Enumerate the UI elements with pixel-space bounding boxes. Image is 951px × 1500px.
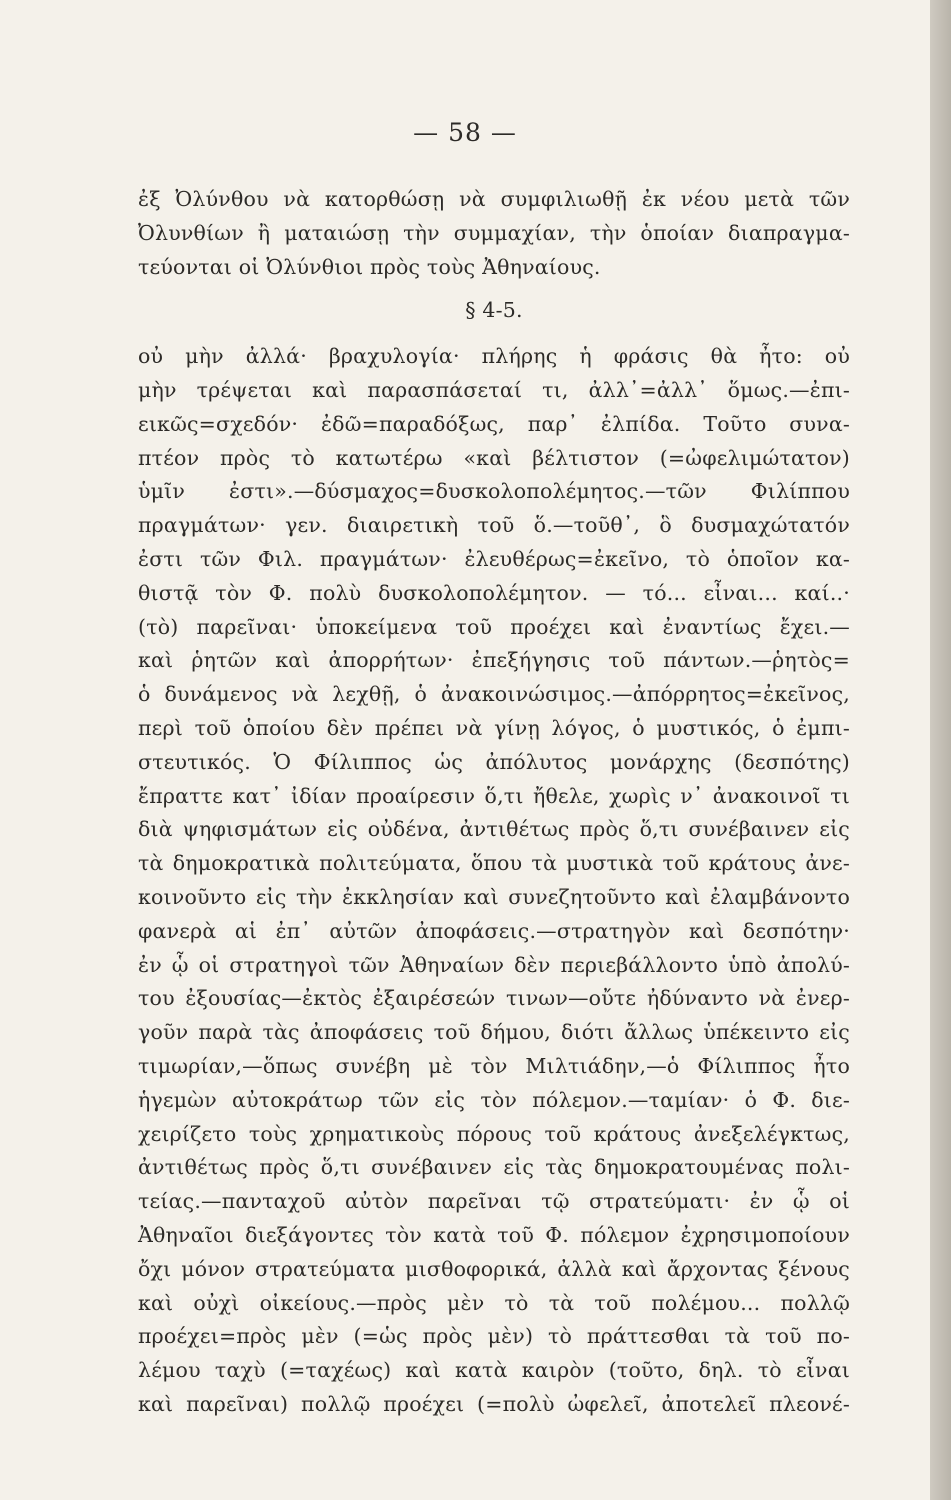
intro-line-3: τεύονται οἱ Ὀλύνθιοι πρὸς τοὺς Ἀθηναίους. — [138, 254, 601, 279]
commentary-line: ἀντιθέτως πρὸς ὅ,τι συνέβαινεν εἰς τὰς δημοκρατουμένας πολι- — [138, 1155, 850, 1180]
commentary-line: καὶ οὐχὶ οἰκείους.—πρὸς μὲν τὸ τὰ τοῦ πολέμου... πολλῷ — [138, 1290, 850, 1315]
commentary-line: χειρίζετο τοὺς χρηματικοὺς πόρους τοῦ κράτους ἀνεξελέγκτως, — [138, 1121, 850, 1146]
commentary-line: (τὸ) παρεῖναι· ὑποκείμενα τοῦ προέχει καὶ ἐναντίως ἔχει.— — [138, 614, 850, 639]
commentary-line: διὰ ψηφισμάτων εἰς οὐδένα, ἀντιθέτως πρὸς ὅ,τι συνέβαινεν εἰς — [138, 817, 850, 842]
section-heading: § 4-5. — [465, 298, 523, 323]
commentary-line: ἡγεμὼν αὐτοκράτωρ τῶν εἰς τὸν πόλεμον.—ταμίαν· ὁ Φ. διε- — [138, 1087, 850, 1112]
commentary-line: Ἀθηναῖοι διεξάγοντες τὸν κατὰ τοῦ Φ. πόλεμον ἐχρησιμοποίουν — [138, 1222, 850, 1247]
commentary-line: τιμωρίαν,—ὅπως συνέβη μὲ τὸν Μιλτιάδην,—ὁ Φίλιππος ἦτο — [138, 1053, 850, 1078]
commentary-line: ὑμῖν ἐστι».—δύσμαχος=δυσκολοπολέμητος.—τῶν Φιλίππου — [138, 479, 850, 504]
commentary-line: θιστᾷ τὸν Φ. πολὺ δυσκολοπολέμητον. — τό... εἶναι... καί..· — [138, 580, 850, 605]
commentary-line: φανερὰ αἱ ἐπ᾽ αὐτῶν ἀποφάσεις.—στρατηγὸν καὶ δεσπότην· — [138, 918, 850, 943]
commentary-line: κοινοῦντο εἰς τὴν ἐκκλησίαν καὶ συνεζητοῦντο καὶ ἐλαμβάνοντο — [138, 884, 850, 909]
commentary-line: πτέον πρὸς τὸ κατωτέρω «καὶ βέλτιστον (=ὠφελιμώτατον) — [138, 445, 850, 470]
commentary-line: τὰ δημοκρατικὰ πολιτεύματα, ὅπου τὰ μυστικὰ τοῦ κράτους ἀνε- — [138, 851, 850, 876]
intro-line-1: ἐξ Ὀλύνθου νὰ κατορθώσῃ νὰ συμφιλιωθῇ ἐκ νέου μετὰ τῶν — [138, 187, 850, 211]
commentary-line: περὶ τοῦ ὁποίου δὲν πρέπει νὰ γίνῃ λόγος, ὁ μυστικός, ὁ ἐμπι- — [138, 715, 850, 740]
intro-line-2: Ὀλυνθίων ἢ ματαιώσῃ τὴν συμμαχίαν, τὴν ὁποίαν διαπραγμα- — [138, 220, 850, 245]
commentary-line: ἐν ᾧ οἱ στρατηγοὶ τῶν Ἀθηναίων δὲν περιεβάλλοντο ὑπὸ ἀπολύ- — [138, 952, 850, 977]
commentary-line: λέμου ταχὺ (=ταχέως) καὶ κατὰ καιρὸν (τοῦτο, δηλ. τὸ εἶναι — [138, 1358, 850, 1383]
commentary-line: ἐστι τῶν Φιλ. πραγμάτων· ἐλευθέρως=ἐκεῖνο, τὸ ὁποῖον κα- — [138, 546, 850, 571]
commentary-line: του ἐξουσίας—ἐκτὸς ἐξαιρέσεών τινων—οὔτε ἠδύναντο νὰ ἐνερ- — [138, 986, 850, 1011]
commentary-line: ὄχι μόνον στρατεύματα μισθοφορικά, ἀλλὰ καὶ ἄρχοντας ξένους — [138, 1256, 850, 1281]
commentary-line: εικῶς=σχεδόν· ἐδῶ=παραδόξως, παρ᾽ ἐλπίδα. Τοῦτο συνα- — [138, 411, 850, 436]
commentary-line: ἔπραττε κατ᾽ ἰδίαν προαίρεσιν ὅ,τι ἤθελε, χωρὶς ν᾽ ἀνακοινοῖ τι — [138, 783, 850, 808]
commentary-line: στευτικός. Ὁ Φίλιππος ὡς ἀπόλυτος μονάρχης (δεσπότης) — [138, 749, 850, 774]
commentary-line: πραγμάτων· γεν. διαιρετικὴ τοῦ ὅ.—τοῦθ᾽, ὃ δυσμαχώτατόν — [138, 513, 850, 538]
commentary-line: καὶ ῥητῶν καὶ ἀπορρήτων· ἐπεξήγησις τοῦ πάντων.—ῥητὸς= — [138, 648, 850, 673]
commentary-line: μὴν τρέψεται καὶ παρασπάσεταί τι, ἀλλ᾽=ἀλλ᾽ ὅμως.—ἐπι- — [138, 377, 850, 402]
commentary-line: ὁ δυνάμενος νὰ λεχθῇ, ὁ ἀνακοινώσιμος.—ἀπόρρητος=ἐκεῖνος, — [138, 682, 850, 707]
commentary-line: οὐ μὴν ἀλλά· βραχυλογία· πλήρης ἡ φράσις θὰ ἦτο: οὐ — [138, 344, 850, 369]
page-number: — 58 — — [413, 118, 517, 147]
commentary-line: καὶ παρεῖναι) πολλῷ προέχει (=πολὺ ὠφελεῖ, ἀποτελεῖ πλεονέ- — [138, 1391, 850, 1416]
page-edge — [930, 0, 951, 1500]
commentary-line: γοῦν παρὰ τὰς ἀποφάσεις τοῦ δήμου, διότι ἄλλως ὑπέκειντο εἰς — [138, 1020, 850, 1045]
commentary-line: προέχει=πρὸς μὲν (=ὡς πρὸς μὲν) τὸ πράττεσθαι τὰ τοῦ πο- — [138, 1324, 850, 1349]
commentary-line: τείας.—πανταχοῦ αὐτὸν παρεῖναι τῷ στρατεύματι· ἐν ᾧ οἱ — [138, 1189, 850, 1214]
page-body — [138, 183, 850, 1422]
